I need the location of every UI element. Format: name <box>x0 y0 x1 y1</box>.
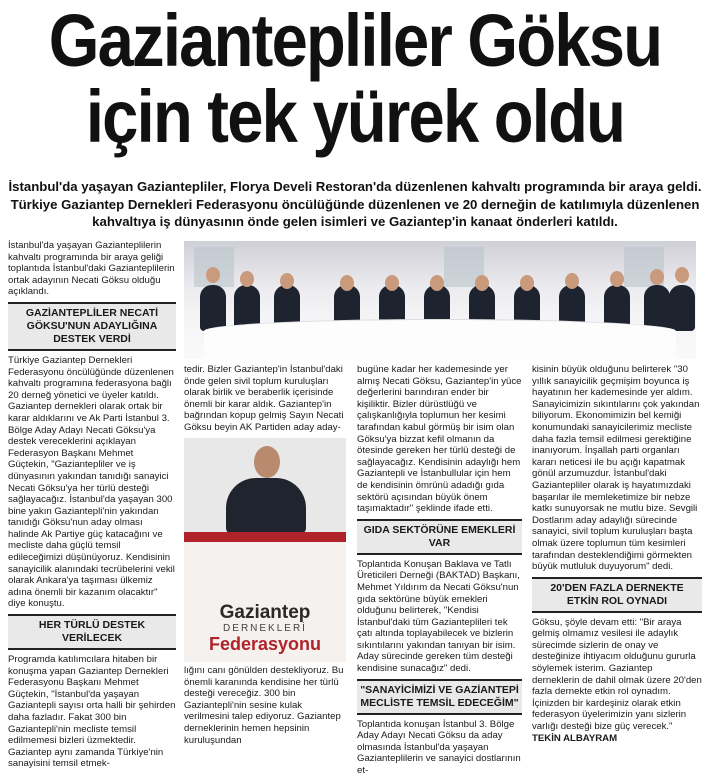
subheading-support: GAZİANTEPLİLER NECATİ GÖKSU'NUN ADAYLIĞINA DESTEK VERDİ <box>8 302 176 351</box>
lead-paragraph: İstanbul'da yaşayan Gaziantepliler, Florya Develi Restoran'da düzenlenen kahvaltı programında bir araya geldi. Türkiye Gaziantep Dernekleri Federasyonu öncülüğünde düzenlenen ve 20 derneğin de katılımıyla düzenlenen kahvaltıya iş dünyasının önde gelen isimleri ve Gaziantep'in kanaat önderleri katıldı. <box>8 179 702 229</box>
logo-line-1: Gaziantep <box>219 602 311 623</box>
paragraph: kisinin büyük olduğunu belirterek "30 yıllık sanayicilik geçmişim boyunca iş hayatının her kademesinde yer aldım. Sanayicimizin sıkıntılarını çok yakından biliyorum. Ekonomimizin bel kemiği konumundaki sanayicilerimiz mecliste daha fazla temsil edilmesi gerektiğine inanıyorum. İnşallah parti organları kararı neticesi ile bu açığı kapatmak gönül arzumuzdur. İstanbul'daki Gaziantepliler olarak iş hayatımızdaki başarılar ile memleketimize bir nebze katkı sunuyorsak ne mutlu bize. Sevgili Dostlarım aday adaylığı sürecinde sanayici, sivil toplum kuruluşları başta olmak üzere toplumun tüm kesimleri tarafından desteklendiğimi görmekten büyük mutluluk duyuyorum" dedi. <box>532 364 700 573</box>
logo-line-3: Federasyonu <box>208 634 322 654</box>
paragraph: lığını canı gönülden destekliyoruz. Bu önemli karanında kendisine her türlü desteği vereceğiz. 300 bin Gaziantepli'nin sesine kulak verilmesini talep ediyoruz. Gaziantep derneklerinin hemen hepsinin kuruluşundan <box>184 665 344 746</box>
meeting-photo <box>184 241 696 359</box>
podium-top <box>184 532 346 542</box>
column-2-bottom <box>184 665 346 761</box>
paragraph: Programda katılımcılara hitaben bir konuşma yapan Gaziantep Dernekleri Federasyonu Başkanı Mehmet Güçtekin, "İstanbul'da yaşayan Gaziantepli sayısı orta halli bir şehirden daha fazladır. Fakat 300 bin Gaziantepli'nin mecliste temsil edilmemesi bizleri üzmektedir. Gaziantep aynı zamanda Türkiye'nin sanayisini temsil etmek- <box>8 654 176 770</box>
subheading-food-sector: GIDA SEKTÖRÜNE EMEKLERİ VAR <box>357 519 522 555</box>
column-2-top <box>184 364 346 436</box>
subheading-parliament: "SANAYİCİMİZİ VE GAZİANTEPİ MECLİSTE TEMSİL EDECEĞİM" <box>357 679 522 715</box>
paragraph: Toplantıda konuşan İstanbul 3. Bölge Aday Adayı Necati Göksu da aday olmasında İstanbul'da yaşayan Gazianteplilerin ve sanayici dostlarının et- <box>357 718 521 777</box>
paragraph: Göksu, şöyle devam etti: "Bir araya gelmiş olmamız vesilesi ile adaylık sürecimde sizlerin de onay ve desteğinize ihtiyacım olduğunu gururla söylemek isterim. Gaziantep derneklerin de dahil olmak üzere 20'den fazla dernekte etkin rol oynadım. İçinizden bir kardeşiniz olarak etkin federasyon üyelerimizin yanı sizlerin varlığı desteği bize güç verecek." <box>532 616 702 733</box>
paragraph: Toplantıda Konuşan Baklava ve Tatlı Üreticileri Derneği (BAKTAD) Başkanı, Mehmet Yıldırım da Necati Göksu'nun gıda sektörüne büyük emekleri olduğunu belirterek, "Kendisi İstanbul'daki tüm Gazianteplileri tek çatı altında toplayabilecek ve bizlerin sıkıntılarını yakından tanıyan bir isim. Aday sürecinde gereken tüm desteği kendisine sunacağız" dedi. <box>357 558 520 675</box>
column-1 <box>8 240 176 770</box>
subheading-20-associations: 20'DEN FAZLA DERNEKTE ETKİN ROL OYNADI <box>532 577 702 613</box>
headline-line-2: için tek yürek oldu <box>85 75 625 158</box>
speaker-photo <box>184 438 346 662</box>
table-shape <box>204 319 676 359</box>
paragraph: tedir. Bizler Gaziantep'in İstanbul'daki önde gelen sivil toplum kuruluşları olarak birlik ve beraberlik içerisinde önemli bir karar aldık. Gaziantep'in bağrından kopup gelmiş Sayın Necati Göksu beyin AK Partiden aday aday- <box>184 364 344 433</box>
headline-line-1: Gaziantepliler Göksu <box>48 0 662 82</box>
intro-paragraph: İstanbul'da yaşayan Gazianteplilerin kahvaltı programında bir araya geliği toplantıda İstanbul'daki Gazianteplilerin ortak adayının Necati Göksu olduğu açıklandı. <box>8 240 175 298</box>
author-signature: TEKİN ALBAYRAM <box>532 732 618 744</box>
speaker-head <box>254 446 280 478</box>
paragraph: Türkiye Gaziantep Dernekleri Federasyonu öncülüğünde düzenlenen kahvaltı programına federasyona bağlı 20 derneğ yönetici ve üyeler katıldı. Gaziantep dernekleri olarak ortak bir karar aldıklarını ve Ak Parti İstanbul 3. Bölge Aday Adayı Necati Göksu'ya destek vereceklerini açıklayan Federasyon Başkanı Mehmet Güçtekin, "Gaziantepliler ve iş dünyasının yakından tanıdığı sanayici Necati Göksu'ya her türlü desteği sağlayacağız. İstanbul'da yaşayan 300 bine yakın Gaziantepli'nin yakından tanıdığı Göksu'nun aday olması halinde Ak Partiye güç katacağını ve mecliste daha güçlü temsil edileceğimizi düşünüyoruz. Kendisinin sanayicilik alanındaki tecrübelerini vekil olarak Ankara'ya taşıması ülkemiz adına önemli bir kazanım olacaktır" diye konuştu. <box>8 354 175 610</box>
subheading-every-support: HER TÜRLÜ DESTEK VERİLECEK <box>8 614 176 650</box>
column-3 <box>357 364 522 777</box>
logo-line-2: DERNEKLERİ <box>223 623 307 634</box>
column-4 <box>532 364 702 762</box>
speaker-body <box>226 478 306 534</box>
paragraph: bugüne kadar her kademesinde yer almış Necati Göksu, Gaziantep'in yüce değerlerini barındıran ender bir kişiliktir. Bizler dürüstlüğü ve çalışkanlığıyla toplumun her kesimi tarafından kabul görmüş bir isim olan Göksu'ya bizzat kefil olmanın da ötesinde gereken her türlü desteği de sağlayacağız. Kendisinin adaylığı hem Gaziantepli ve İstanbullular için hem de kendisinin ömrünü adadığı gıda sektörü açısından büyük önem taşımaktadır" şeklinde ifade etti. <box>357 364 522 515</box>
